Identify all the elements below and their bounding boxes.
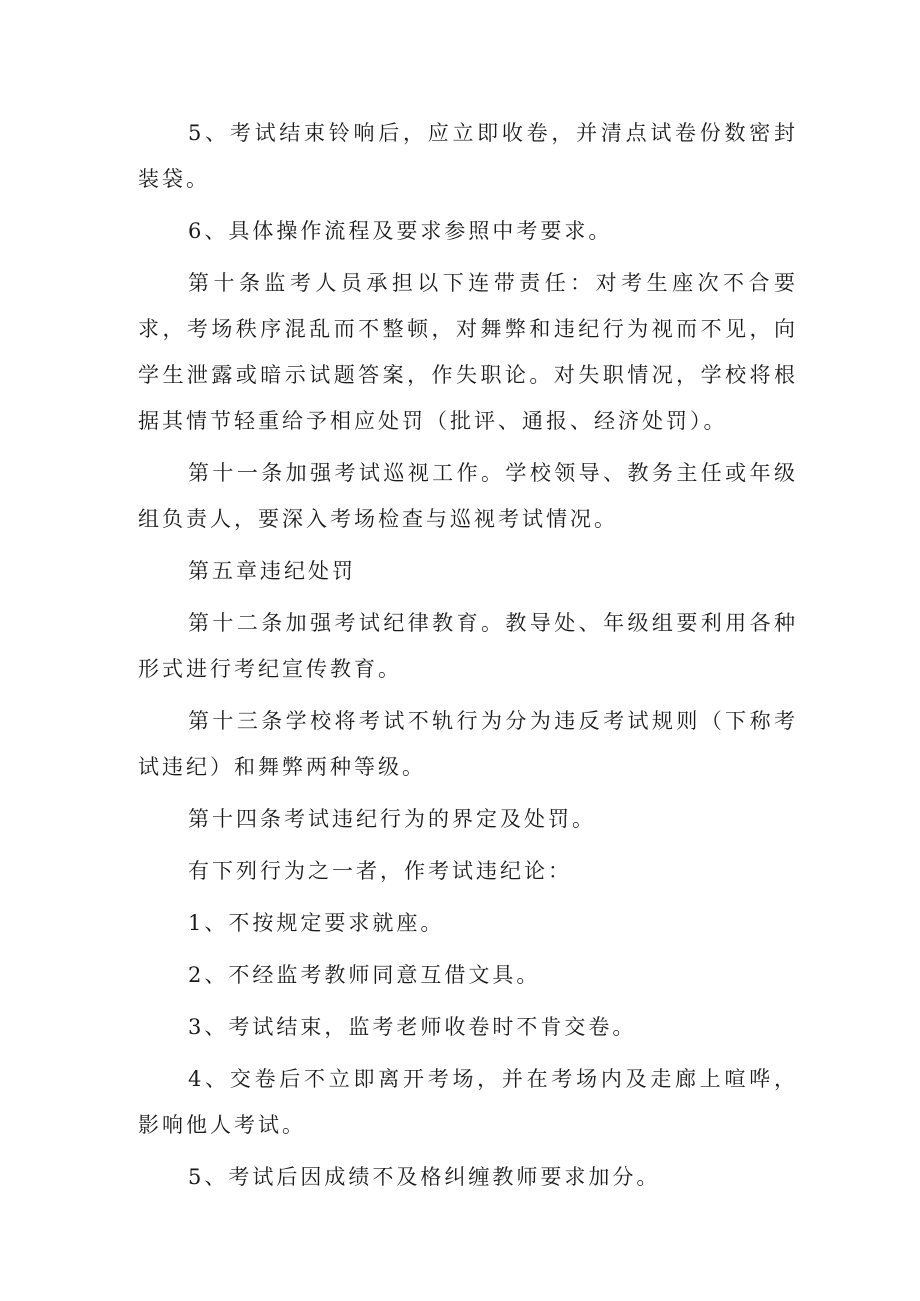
paragraph-article-12: 第十二条加强考试纪律教育。教导处、年级组要利用各种形式进行考纪宣传教育。 [138, 611, 798, 681]
violation-item-5: 5、考试后因成绩不及格纠缠教师要求加分。 [188, 1165, 661, 1189]
paragraph-article-10: 第十条监考人员承担以下连带责任：对考生座次不合要求，考场秩序混乱而不整顿，对舞弊和违纪行为视而不见，向学生泄露或暗示试题答案，作失职论。对失职情况，学校将根据其情节轻重给予相应处罚（批评、通报、经济处罚）。 [138, 271, 798, 433]
paragraph-item-6-procedure: 6、具体操作流程及要求参照中考要求。 [188, 219, 613, 243]
violation-item-3: 3、考试结束，监考老师收卷时不肯交卷。 [188, 1015, 637, 1039]
violation-item-2: 2、不经监考教师同意互借文具。 [188, 963, 541, 987]
paragraph-article-14: 第十四条考试违纪行为的界定及处罚。 [188, 807, 596, 831]
paragraph-article-11: 第十一条加强考试巡视工作。学校领导、教务主任或年级组负责人，要深入考场检查与巡视考试情况。 [138, 461, 798, 531]
chapter-heading-5: 第五章违纪处罚 [188, 559, 356, 583]
violation-item-1: 1、不按规定要求就座。 [188, 911, 445, 935]
violation-item-4: 4、交卷后不立即离开考场，并在考场内及走廊上喧哗，影响他人考试。 [138, 1067, 798, 1137]
document-body [138, 110, 798, 1206]
paragraph-violation-intro: 有下列行为之一者，作考试违纪论： [188, 859, 572, 883]
paragraph-item-5-sealing: 5、考试结束铃响后，应立即收卷，并清点试卷份数密封装袋。 [138, 121, 798, 191]
paragraph-article-13: 第十三条学校将考试不轨行为分为违反考试规则（下称考试违纪）和舞弊两种等级。 [138, 709, 798, 779]
